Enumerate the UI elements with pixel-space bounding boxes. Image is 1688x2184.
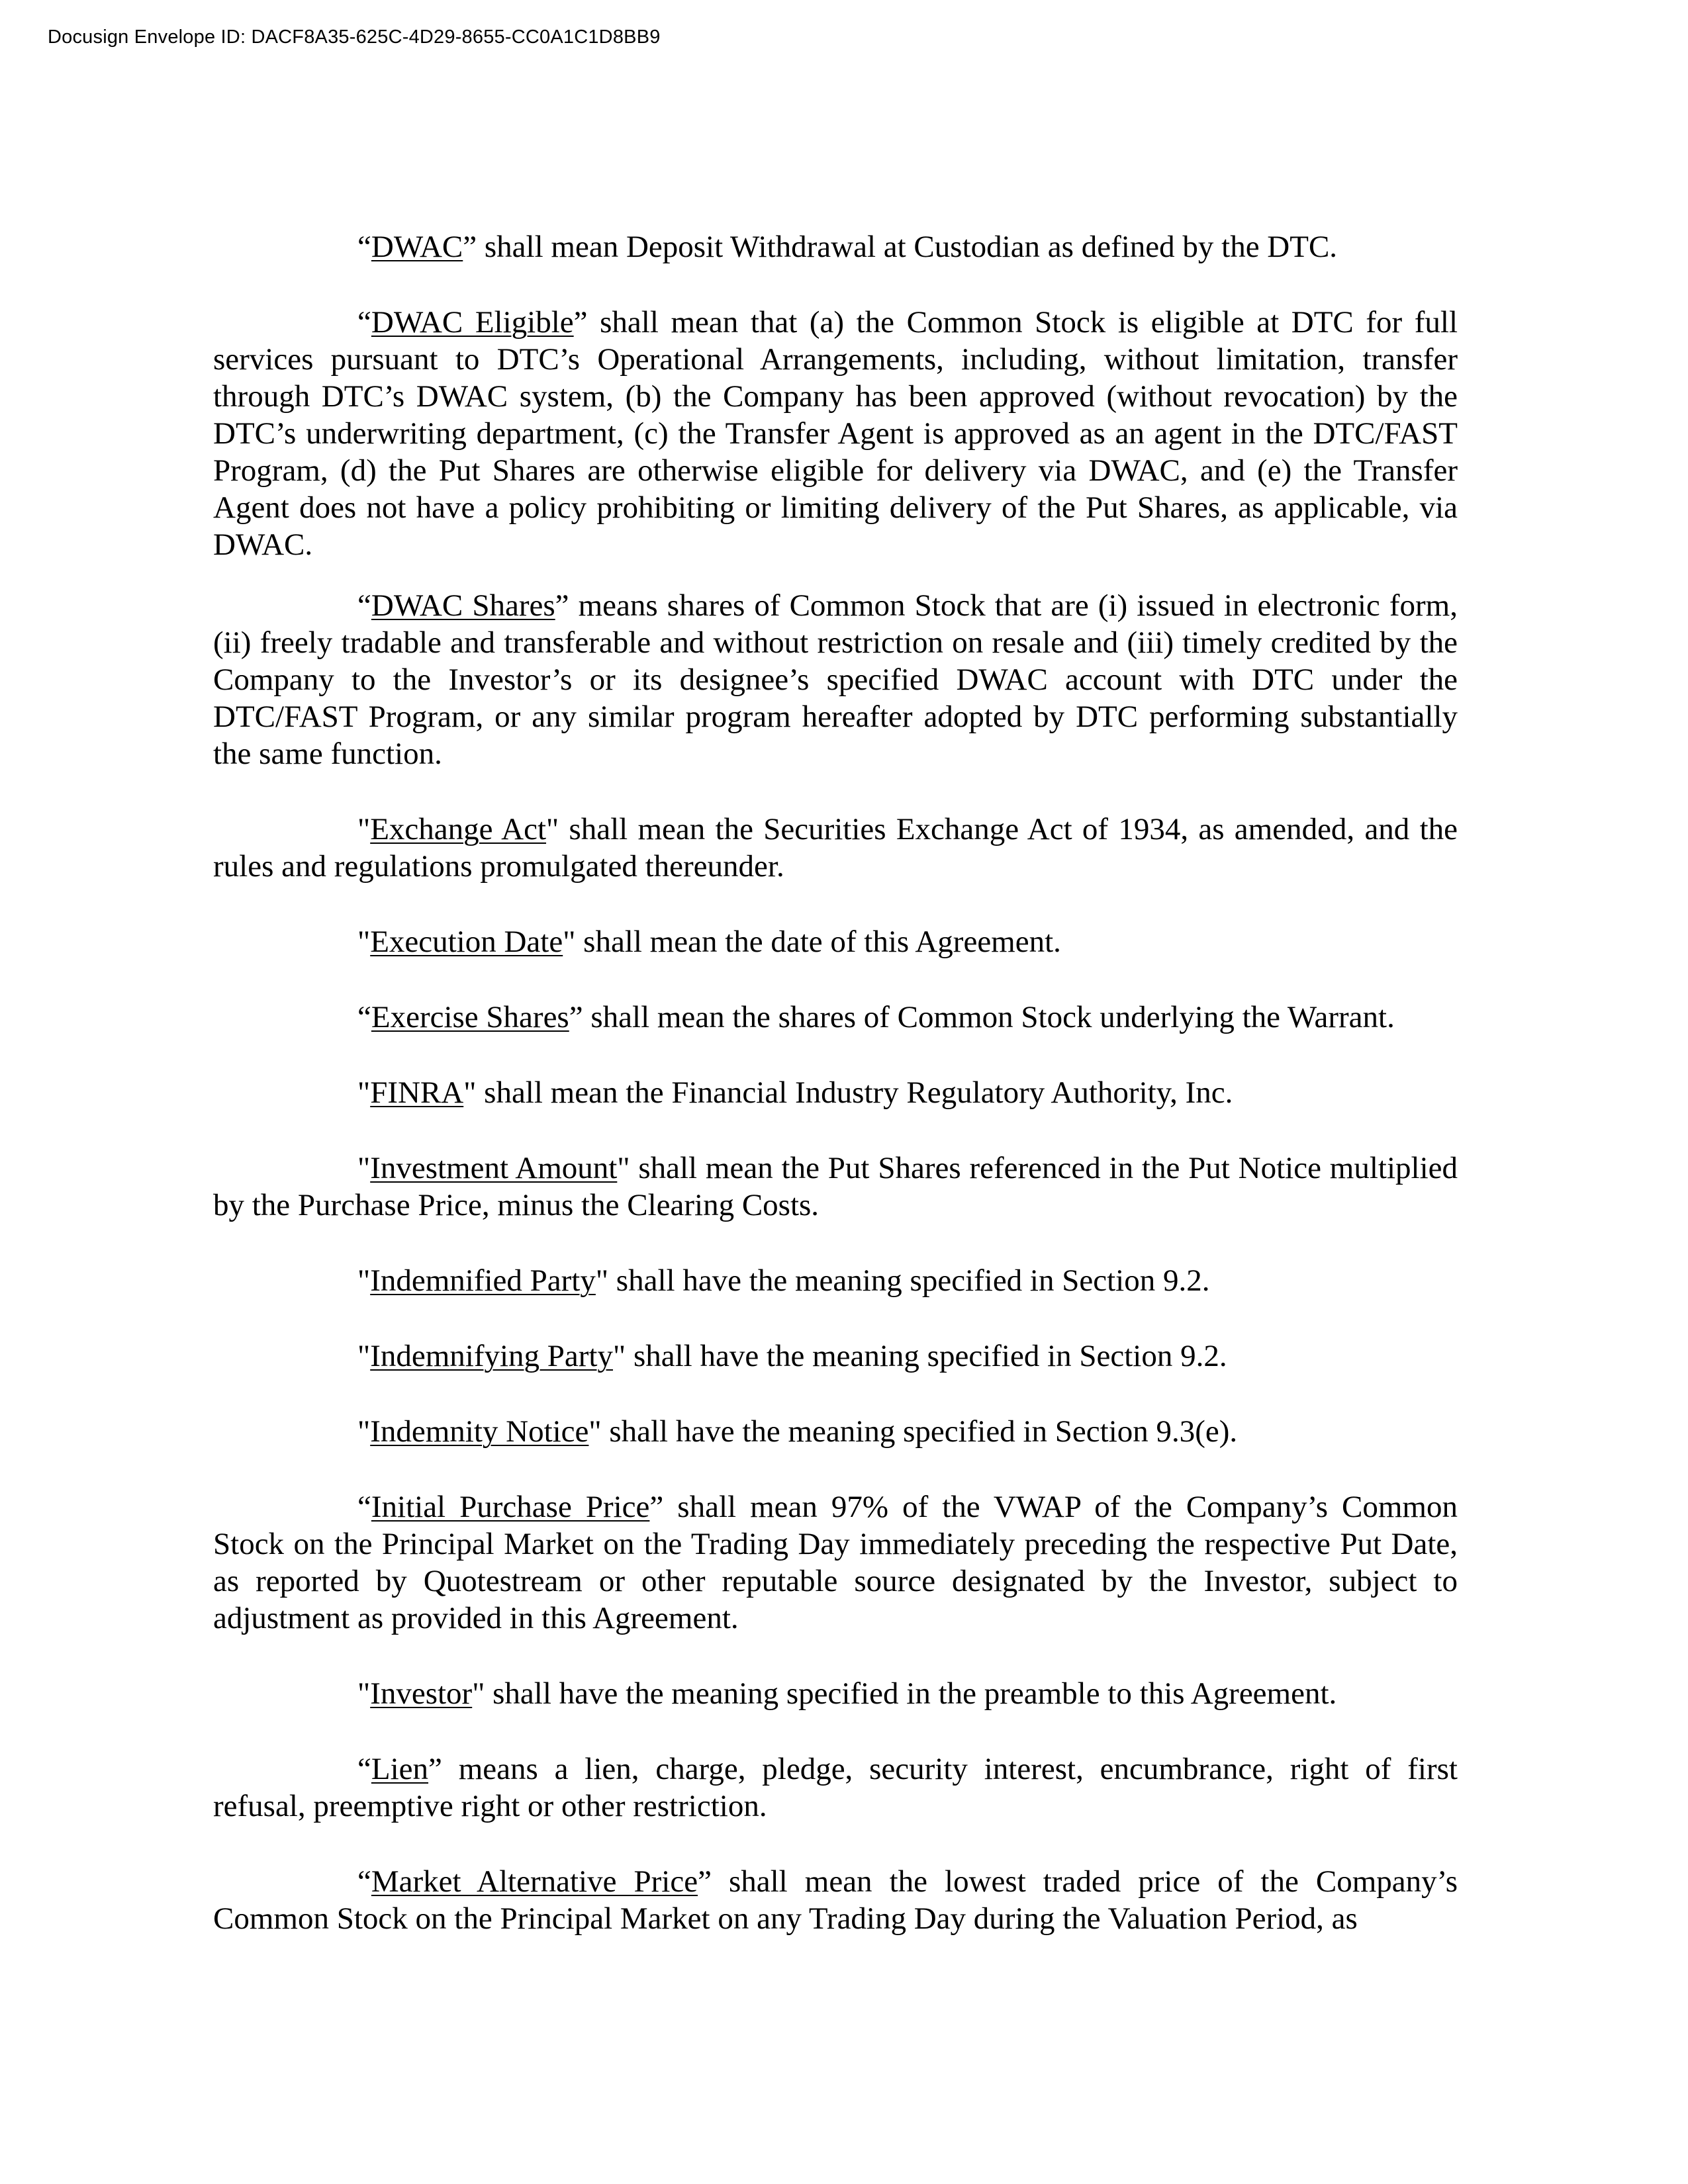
open-quote: “ xyxy=(357,1000,371,1034)
definition-body: shall mean the Securities Exchange Act of 1934, as amended, and the rules and regulations promulgated thereunder. xyxy=(213,812,1458,884)
close-quote: ” xyxy=(569,1000,583,1034)
term-exercise-shares: Exercise Shares xyxy=(371,1000,569,1034)
open-quote: “ xyxy=(357,1752,371,1786)
close-quote: ” xyxy=(573,305,588,340)
open-quote: " xyxy=(357,1263,371,1298)
open-quote: " xyxy=(357,1151,371,1185)
close-quote: " xyxy=(595,1263,609,1298)
definition-body: shall mean the shares of Common Stock underlying the Warrant. xyxy=(583,1000,1395,1034)
definition-indemnity-notice xyxy=(213,1413,1458,1450)
definition-investment-amount xyxy=(213,1150,1458,1224)
close-quote: ” xyxy=(555,588,569,623)
term-indemnity-notice: Indemnity Notice xyxy=(370,1414,589,1449)
term-indemnified-party: Indemnified Party xyxy=(370,1263,596,1298)
definition-body: means shares of Common Stock that are (i) issued in electronic form, (ii) freely tradable and transferable and without restriction on resale and (iii) timely credited by the Company to the Investor’s or its designee’s specified DWAC account with DTC under the DTC/FAST Program, or any similar program hereafter adopted by DTC performing substantially the same function. xyxy=(213,588,1458,771)
term-exchange-act: Exchange Act xyxy=(370,812,547,846)
definitions-list xyxy=(213,228,1458,1937)
open-quote: “ xyxy=(357,1864,371,1899)
term-market-alternative-price: Market Alternative Price xyxy=(371,1864,698,1899)
term-execution-date: Execution Date xyxy=(370,925,563,959)
close-quote: " xyxy=(617,1151,630,1185)
definition-body: shall mean 97% of the VWAP of the Company’s Common Stock on the Principal Market on the Trading Day immediately preceding the respective Put Date, as reported by Quotestream or other reputable source designated by the Investor, subject to adjustment as provided in this Agreement. xyxy=(213,1490,1458,1635)
term-lien: Lien xyxy=(371,1752,429,1786)
definition-investor xyxy=(213,1675,1458,1712)
definition-body: means a lien, charge, pledge, security interest, encumbrance, right of first refusal, preemptive right or other restriction. xyxy=(213,1752,1458,1823)
close-quote: " xyxy=(563,925,576,959)
definition-body: shall mean Deposit Withdrawal at Custodian as defined by the DTC. xyxy=(477,230,1338,264)
open-quote: " xyxy=(357,1414,371,1449)
close-quote: " xyxy=(588,1414,602,1449)
definition-exercise-shares xyxy=(213,999,1458,1036)
term-indemnifying-party: Indemnifying Party xyxy=(370,1339,613,1373)
definition-indemnifying-party xyxy=(213,1338,1458,1375)
open-quote: “ xyxy=(357,305,371,340)
definition-indemnified-party xyxy=(213,1262,1458,1299)
definition-initial-purchase-price xyxy=(213,1488,1458,1637)
definition-dwac-eligible xyxy=(213,304,1458,563)
open-quote: “ xyxy=(357,1490,371,1524)
close-quote: ” xyxy=(649,1490,664,1524)
definition-exchange-act xyxy=(213,811,1458,885)
definition-body: shall have the meaning specified in Section 9.2. xyxy=(608,1263,1210,1298)
open-quote: “ xyxy=(357,230,371,264)
definition-finra xyxy=(213,1074,1458,1111)
close-quote: " xyxy=(613,1339,626,1373)
definition-body: shall have the meaning specified in Section 9.3(e). xyxy=(601,1414,1238,1449)
term-finra: FINRA xyxy=(370,1075,464,1110)
definition-body: shall mean the Financial Industry Regulatory Authority, Inc. xyxy=(476,1075,1233,1110)
close-quote: ” xyxy=(428,1752,442,1786)
open-quote: " xyxy=(357,1075,371,1110)
term-dwac: DWAC xyxy=(371,230,463,264)
definition-lien xyxy=(213,1751,1458,1825)
term-dwac-eligible: DWAC Eligible xyxy=(371,305,574,340)
open-quote: " xyxy=(357,1676,371,1711)
definition-dwac xyxy=(213,228,1458,265)
open-quote: " xyxy=(357,812,371,846)
term-dwac-shares: DWAC Shares xyxy=(371,588,555,623)
close-quote: " xyxy=(463,1075,477,1110)
term-investor: Investor xyxy=(370,1676,473,1711)
definition-body: shall have the meaning specified in Section 9.2. xyxy=(626,1339,1227,1373)
close-quote: " xyxy=(472,1676,485,1711)
definition-body: shall mean the lowest traded price of the Company’s Common Stock on the Principal Market on any Trading Day during the Valuation Period, as xyxy=(213,1864,1458,1936)
definition-body: shall mean that (a) the Common Stock is eligible at DTC for full services pursuant to DTC’s Operational Arrangements, including, without limitation, transfer through DTC’s DWAC system, (b) the Company has been approved (without revocation) by the DTC’s underwriting department, (c) the Transfer Agent is approved as an agent in the DTC/FAST Program, (d) the Put Shares are otherwise eligible for delivery via DWAC, and (e) the Transfer Agent does not have a policy prohibiting or limiting delivery of the Put Shares, as applicable, via DWAC. xyxy=(213,305,1458,562)
close-quote: " xyxy=(546,812,559,846)
close-quote: ” xyxy=(463,230,477,264)
definition-execution-date xyxy=(213,923,1458,960)
open-quote: " xyxy=(357,925,371,959)
definition-dwac-shares xyxy=(213,587,1458,772)
term-investment-amount: Investment Amount xyxy=(370,1151,618,1185)
open-quote: " xyxy=(357,1339,371,1373)
definition-market-alternative-price xyxy=(213,1863,1458,1937)
envelope-id-header: Docusign Envelope ID: DACF8A35-625C-4D29-8655-CC0A1C1D8BB9 xyxy=(48,26,661,48)
term-initial-purchase-price: Initial Purchase Price xyxy=(371,1490,650,1524)
definition-body: shall mean the Put Shares referenced in the Put Notice multiplied by the Purchase Price, minus the Clearing Costs. xyxy=(213,1151,1458,1222)
definition-body: shall mean the date of this Agreement. xyxy=(575,925,1061,959)
definition-body: shall have the meaning specified in the preamble to this Agreement. xyxy=(485,1676,1337,1711)
open-quote: “ xyxy=(357,588,371,623)
close-quote: ” xyxy=(698,1864,712,1899)
